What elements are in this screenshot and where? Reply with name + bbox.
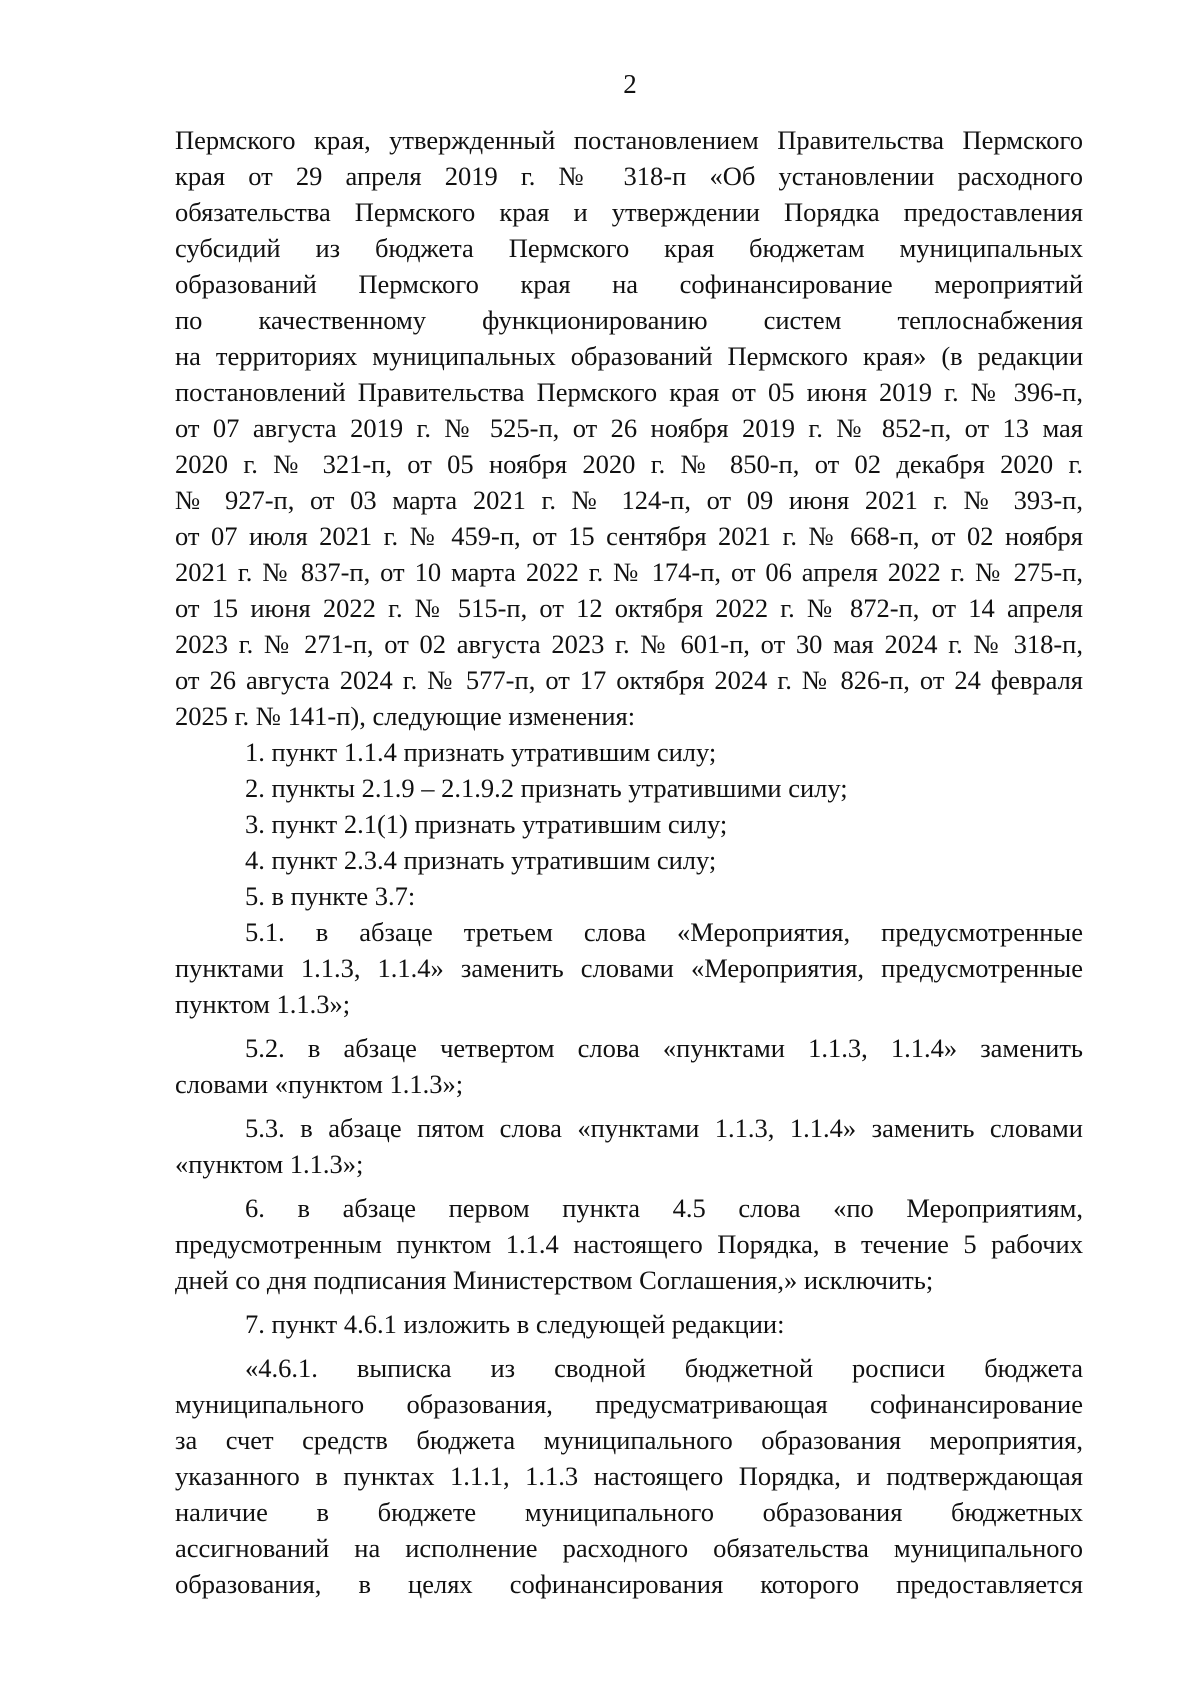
text-line: № 927-п, от 03 марта 2021 г. № 124-п, от 09 июня 2021 г. № 393-п, [175, 485, 1083, 515]
text-line: наличие в бюджете муниципального образования бюджетных [175, 1497, 1083, 1527]
text-line: 2021 г. № 837-п, от 10 марта 2022 г. № 174-п, от 06 апреля 2022 г. № 275-п, [175, 557, 1083, 587]
text-line: 2023 г. № 271-п, от 02 августа 2023 г. № 601-п, от 30 мая 2024 г. № 318-п, [175, 629, 1083, 659]
document-body [175, 122, 1083, 1602]
text-line: по качественному функционированию систем теплоснабжения [175, 305, 1083, 335]
text-line: образований Пермского края на софинансирование мероприятий [175, 269, 1083, 299]
text-line: 4. пункт 2.3.4 признать утратившим силу; [245, 845, 717, 875]
text-line: 1. пункт 1.1.4 признать утратившим силу; [245, 737, 717, 767]
text-line: «пунктом 1.1.3»; [175, 1149, 364, 1179]
text-line: словами «пунктом 1.1.3»; [175, 1069, 464, 1099]
text-line: обязательства Пермского края и утверждении Порядка предоставления [175, 197, 1083, 227]
text-line: постановлений Правительства Пермского края от 05 июня 2019 г. № 396-п, [175, 377, 1083, 407]
text-line: ассигнований на исполнение расходного обязательства муниципального [175, 1533, 1083, 1563]
text-line: пунктом 1.1.3»; [175, 989, 351, 1019]
text-line: 5.3. в абзаце пятом слова «пунктами 1.1.3, 1.1.4» заменить словами [245, 1113, 1083, 1143]
text-line: на территориях муниципальных образований Пермского края» (в редакции [175, 341, 1083, 371]
text-line: 5.2. в абзаце четвертом слова «пунктами 1.1.3, 1.1.4» заменить [245, 1033, 1083, 1063]
text-line: 2020 г. № 321-п, от 05 ноября 2020 г. № 850-п, от 02 декабря 2020 г. [175, 449, 1083, 479]
text-line: образования, в целях софинансирования которого предоставляется [175, 1569, 1083, 1599]
text-line: от 07 августа 2019 г. № 525-п, от 26 ноября 2019 г. № 852-п, от 13 мая [175, 413, 1083, 443]
text-line: 5. в пункте 3.7: [245, 881, 416, 911]
text-line: края от 29 апреля 2019 г. № 318-п «Об установлении расходного [175, 161, 1083, 191]
text-line: от 07 июля 2021 г. № 459-п, от 15 сентября 2021 г. № 668-п, от 02 ноября [175, 521, 1083, 551]
text-line: муниципального образования, предусматривающая софинансирование [175, 1389, 1083, 1419]
text-line: за счет средств бюджета муниципального образования мероприятия, [175, 1425, 1083, 1455]
text-line: указанного в пунктах 1.1.1, 1.1.3 настоящего Порядка, и подтверждающая [175, 1461, 1083, 1491]
page-number: 2 [623, 69, 637, 99]
text-line: пунктами 1.1.3, 1.1.4» заменить словами «Мероприятия, предусмотренные [175, 953, 1083, 983]
text-line: от 26 августа 2024 г. № 577-п, от 17 октября 2024 г. № 826-п, от 24 февраля [175, 665, 1083, 695]
text-line: «4.6.1. выписка из сводной бюджетной росписи бюджета [245, 1353, 1083, 1383]
text-line: 2. пункты 2.1.9 – 2.1.9.2 признать утратившими силу; [245, 773, 848, 803]
text-line: 7. пункт 4.6.1 изложить в следующей редакции: [245, 1309, 785, 1339]
text-line: 2025 г. № 141-п), следующие изменения: [175, 701, 636, 731]
text-line: субсидий из бюджета Пермского края бюджетам муниципальных [175, 233, 1083, 263]
text-line: 3. пункт 2.1(1) признать утратившим силу; [245, 809, 728, 839]
text-line: от 15 июня 2022 г. № 515-п, от 12 октября 2022 г. № 872-п, от 14 апреля [175, 593, 1083, 623]
text-line: дней со дня подписания Министерством Соглашения,» исключить; [175, 1265, 934, 1295]
text-line: 5.1. в абзаце третьем слова «Мероприятия, предусмотренные [245, 917, 1083, 947]
text-line: 6. в абзаце первом пункта 4.5 слова «по Мероприятиям, [245, 1193, 1083, 1223]
text-line: Пермского края, утвержденный постановлением Правительства Пермского [175, 125, 1083, 155]
text-line: предусмотренным пунктом 1.1.4 настоящего Порядка, в течение 5 рабочих [175, 1229, 1083, 1259]
